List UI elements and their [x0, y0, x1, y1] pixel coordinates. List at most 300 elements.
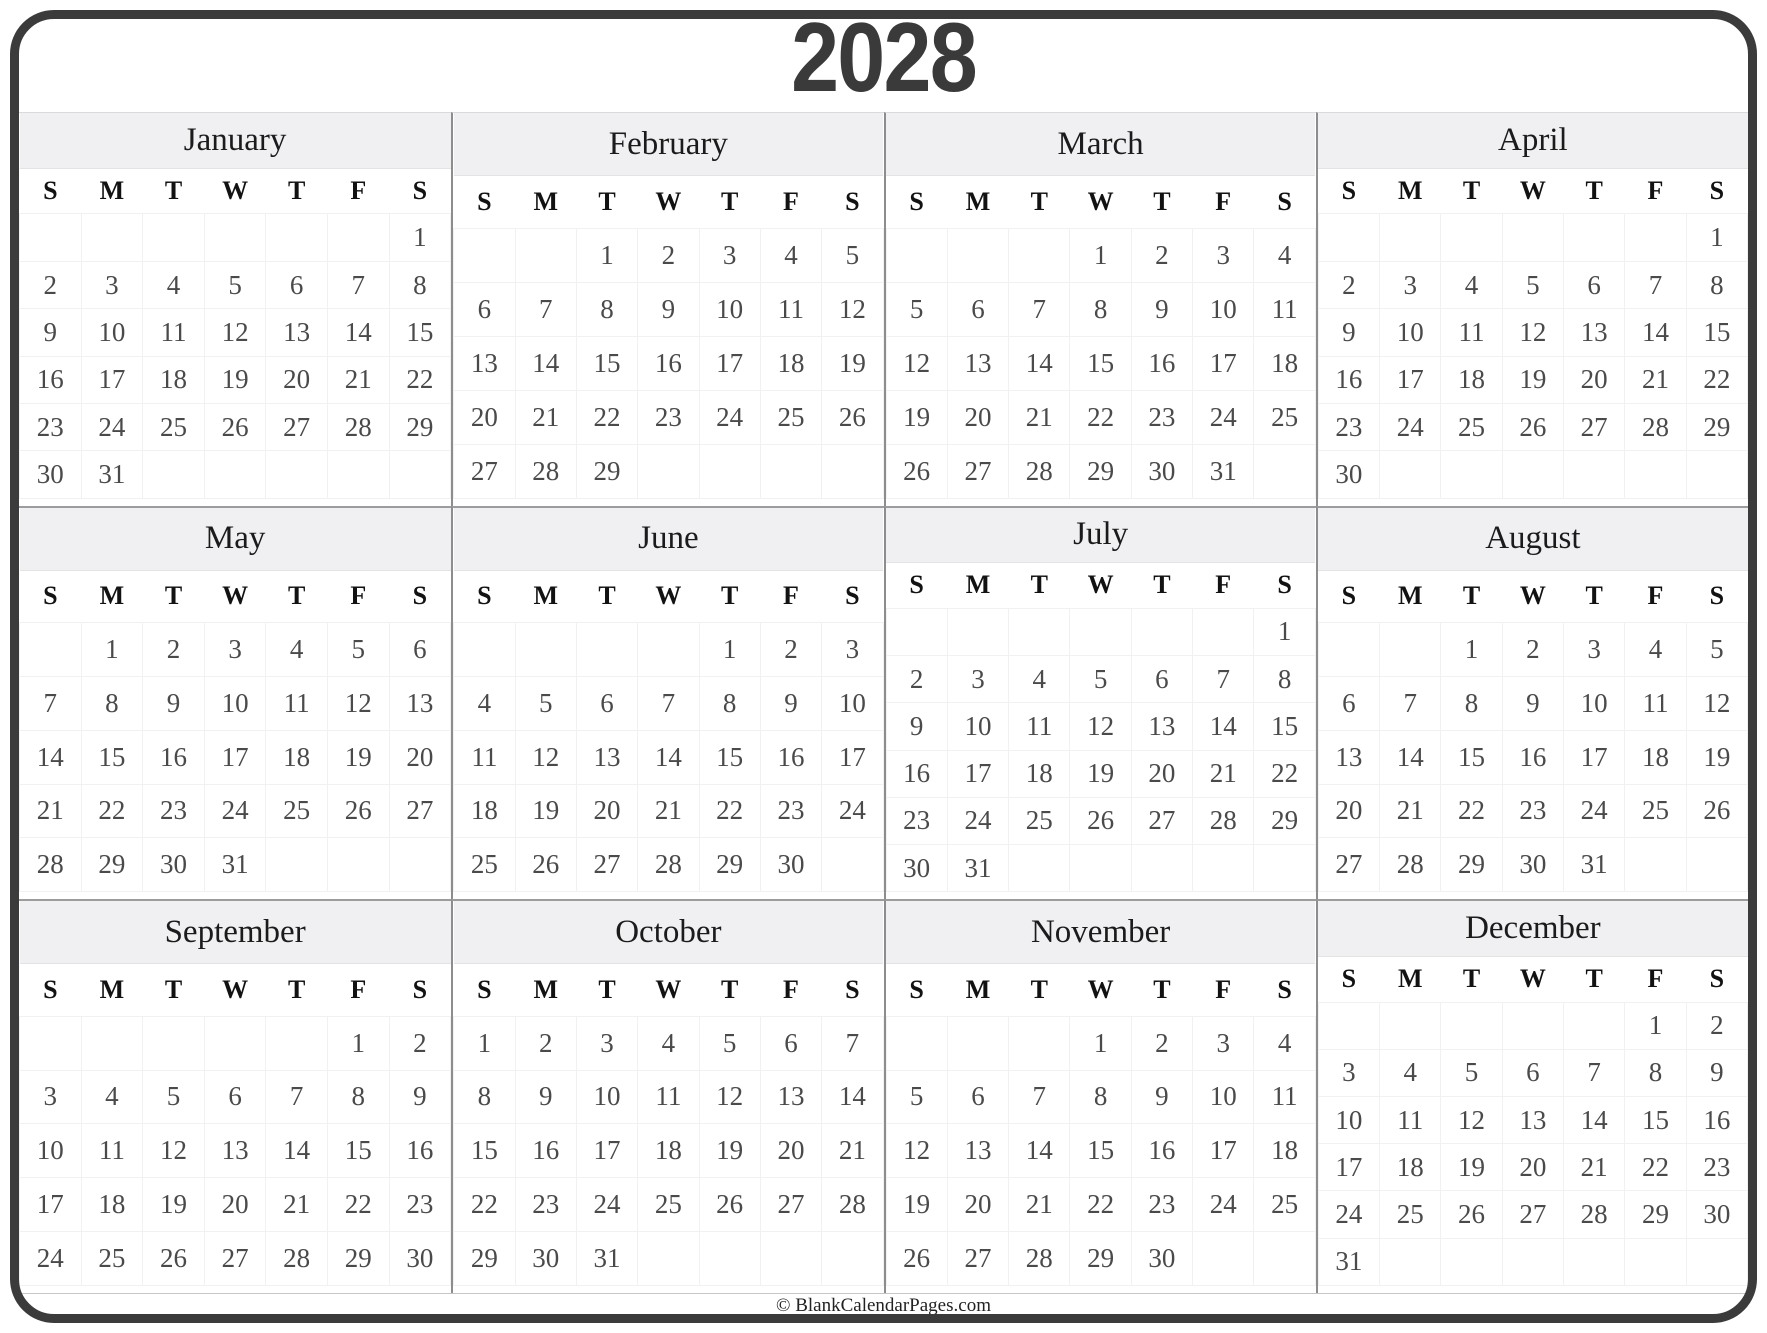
day-cell [1625, 214, 1686, 261]
day-cell: 26 [1686, 784, 1747, 838]
day-cell: 8 [327, 1070, 389, 1124]
day-cell [1380, 1002, 1441, 1049]
day-cell [1318, 214, 1379, 261]
day-cell [327, 838, 389, 892]
day-header: S [1341, 964, 1357, 994]
month-table [886, 901, 1316, 1286]
day-cell [1193, 845, 1254, 892]
day-cell [143, 214, 205, 261]
day-cell: 21 [822, 1124, 883, 1178]
day-cell: 24 [822, 784, 883, 838]
day-cell: 26 [327, 784, 389, 838]
month-november [884, 899, 1316, 1293]
day-cell: 23 [515, 1178, 576, 1232]
day-cell [1502, 1002, 1563, 1049]
day-cell: 14 [1009, 336, 1070, 390]
day-cell: 18 [760, 336, 821, 390]
day-cell: 4 [1254, 228, 1315, 282]
month-april [1316, 112, 1748, 506]
day-cell: 9 [1131, 1070, 1192, 1124]
day-cell: 30 [20, 451, 82, 498]
day-cell [1070, 608, 1131, 655]
day-cell: 21 [20, 784, 82, 838]
day-cell [389, 838, 451, 892]
day-cell: 10 [699, 282, 760, 336]
day-cell: 28 [327, 403, 389, 450]
day-cell: 29 [1441, 838, 1502, 892]
month-table [19, 113, 451, 499]
day-cell: 10 [204, 676, 266, 730]
day-cell: 1 [389, 214, 451, 261]
day-cell: 1 [1686, 214, 1747, 261]
day-cell: 21 [1625, 356, 1686, 403]
day-cell: 4 [1380, 1049, 1441, 1096]
day-cell: 10 [576, 1070, 637, 1124]
day-header: F [783, 581, 799, 611]
day-cell: 30 [1131, 1232, 1192, 1286]
day-cell: 16 [389, 1124, 451, 1178]
day-cell: 19 [204, 356, 266, 403]
day-cell: 27 [947, 1232, 1008, 1286]
day-cell: 15 [1441, 730, 1502, 784]
day-cell: 28 [1625, 403, 1686, 450]
month-january [19, 112, 451, 506]
day-cell [515, 622, 576, 676]
day-cell: 3 [699, 228, 760, 282]
day-cell [389, 451, 451, 498]
day-cell: 22 [1070, 1178, 1131, 1232]
day-cell: 25 [638, 1178, 699, 1232]
day-cell: 3 [576, 1016, 637, 1070]
day-cell: 19 [327, 730, 389, 784]
day-cell: 26 [143, 1232, 205, 1286]
day-cell: 4 [638, 1016, 699, 1070]
day-cell: 23 [143, 784, 205, 838]
month-table [1318, 113, 1748, 499]
day-cell: 22 [699, 784, 760, 838]
day-cell: 7 [515, 282, 576, 336]
day-cell: 13 [760, 1070, 821, 1124]
day-cell: 9 [760, 676, 821, 730]
day-cell: 28 [1193, 797, 1254, 844]
day-cell: 18 [1254, 1124, 1315, 1178]
day-cell: 18 [1254, 336, 1315, 390]
day-cell: 24 [1193, 1178, 1254, 1232]
day-cell [638, 1232, 699, 1286]
day-cell: 1 [1070, 228, 1131, 282]
month-may [19, 506, 451, 900]
day-cell [1009, 608, 1070, 655]
day-cell: 8 [1254, 656, 1315, 703]
day-cell [1502, 451, 1563, 498]
day-cell: 29 [576, 444, 637, 498]
day-cell: 3 [947, 656, 1008, 703]
month-july [884, 506, 1316, 900]
day-cell: 7 [638, 676, 699, 730]
day-cell: 22 [327, 1178, 389, 1232]
day-cell: 20 [1131, 750, 1192, 797]
day-cell: 24 [699, 390, 760, 444]
day-cell: 25 [143, 403, 205, 450]
day-cell [1625, 838, 1686, 892]
day-header: S [477, 581, 492, 611]
day-cell: 5 [1441, 1049, 1502, 1096]
day-cell [1441, 1238, 1502, 1285]
day-cell: 7 [1193, 656, 1254, 703]
day-cell: 10 [947, 703, 1008, 750]
day-cell: 8 [1441, 676, 1502, 730]
day-cell: 23 [1131, 1178, 1192, 1232]
day-cell: 29 [1254, 797, 1315, 844]
day-cell [20, 214, 82, 261]
day-cell: 7 [1380, 676, 1441, 730]
day-cell: 7 [266, 1070, 328, 1124]
day-cell: 16 [1131, 336, 1192, 390]
day-cell [1380, 622, 1441, 676]
day-cell: 17 [20, 1178, 82, 1232]
day-cell: 25 [81, 1232, 143, 1286]
day-cell: 19 [1502, 356, 1563, 403]
day-cell: 23 [1686, 1144, 1747, 1191]
day-cell: 29 [1070, 444, 1131, 498]
day-cell: 11 [760, 282, 821, 336]
day-cell: 17 [204, 730, 266, 784]
day-cell: 13 [266, 309, 328, 356]
day-cell: 21 [1009, 1178, 1070, 1232]
day-cell: 3 [1318, 1049, 1379, 1096]
day-cell: 9 [515, 1070, 576, 1124]
month-title: November [886, 901, 1315, 964]
day-header: M [1397, 964, 1423, 994]
day-header: F [350, 581, 367, 611]
day-header: S [1277, 570, 1292, 600]
day-cell: 27 [389, 784, 451, 838]
month-table [886, 113, 1316, 499]
day-cell [266, 214, 328, 261]
day-cell: 10 [20, 1124, 82, 1178]
day-cell: 25 [1441, 403, 1502, 450]
day-cell: 7 [1009, 282, 1070, 336]
day-cell: 22 [1686, 356, 1747, 403]
day-cell: 28 [822, 1178, 883, 1232]
day-header: W [1087, 975, 1114, 1005]
day-cell: 6 [1502, 1049, 1563, 1096]
day-cell [143, 451, 205, 498]
day-cell: 31 [1193, 444, 1254, 498]
day-cell: 14 [327, 309, 389, 356]
day-cell: 8 [1686, 261, 1747, 308]
day-header: M [965, 975, 991, 1005]
day-cell: 31 [204, 838, 266, 892]
day-cell [1502, 1238, 1563, 1285]
day-cell: 25 [266, 784, 328, 838]
day-cell: 9 [1502, 676, 1563, 730]
day-header: S [412, 581, 428, 611]
day-cell [1441, 214, 1502, 261]
day-cell [204, 1016, 266, 1070]
day-cell: 9 [1686, 1049, 1747, 1096]
day-cell: 6 [947, 1070, 1008, 1124]
day-cell: 5 [1502, 261, 1563, 308]
day-cell [822, 1232, 883, 1286]
day-cell [204, 214, 266, 261]
day-header: F [1215, 570, 1232, 600]
month-table [1318, 901, 1748, 1286]
day-cell: 31 [947, 845, 1008, 892]
day-cell: 14 [20, 730, 82, 784]
day-header: T [288, 581, 306, 611]
day-cell: 4 [1009, 656, 1070, 703]
month-table [886, 508, 1316, 893]
day-cell: 22 [1441, 784, 1502, 838]
day-header: T [1153, 570, 1171, 600]
day-cell: 27 [1564, 403, 1625, 450]
day-cell [1686, 1238, 1747, 1285]
day-cell: 27 [1318, 838, 1379, 892]
day-cell: 29 [389, 403, 451, 450]
day-header: M [1397, 175, 1423, 205]
day-cell: 17 [822, 730, 883, 784]
day-cell [1564, 451, 1625, 498]
day-cell: 11 [454, 730, 515, 784]
month-title: March [886, 113, 1315, 176]
day-cell [266, 1016, 328, 1070]
day-header: S [1341, 581, 1357, 611]
day-cell: 4 [760, 228, 821, 282]
day-header: M [533, 581, 558, 611]
day-cell: 21 [515, 390, 576, 444]
day-cell: 7 [20, 676, 82, 730]
day-cell: 29 [1070, 1232, 1131, 1286]
day-cell: 12 [886, 336, 947, 390]
day-cell: 2 [20, 261, 82, 308]
day-cell: 9 [20, 309, 82, 356]
day-cell [1686, 451, 1747, 498]
day-cell [1009, 1016, 1070, 1070]
day-cell: 26 [886, 1232, 947, 1286]
day-cell: 12 [1502, 309, 1563, 356]
day-cell [699, 444, 760, 498]
day-cell: 3 [1564, 622, 1625, 676]
day-cell: 24 [947, 797, 1008, 844]
day-cell: 2 [143, 622, 205, 676]
day-cell: 10 [1193, 282, 1254, 336]
day-cell [1380, 451, 1441, 498]
day-header: S [1341, 175, 1357, 205]
day-header: T [720, 186, 739, 216]
day-cell: 14 [266, 1124, 328, 1178]
day-cell: 6 [947, 282, 1008, 336]
day-header: W [1087, 186, 1114, 216]
day-cell: 4 [81, 1070, 143, 1124]
day-cell: 27 [1131, 797, 1192, 844]
day-cell: 13 [947, 1124, 1008, 1178]
day-cell: 17 [1380, 356, 1441, 403]
day-cell: 13 [1131, 703, 1192, 750]
day-cell: 30 [143, 838, 205, 892]
day-cell: 1 [1254, 608, 1315, 655]
day-cell: 5 [886, 1070, 947, 1124]
day-header: T [288, 975, 306, 1005]
day-cell: 4 [143, 261, 205, 308]
day-cell: 30 [1686, 1191, 1747, 1238]
day-cell: 25 [1254, 390, 1315, 444]
day-header: T [1585, 964, 1603, 994]
month-title: October [454, 901, 883, 964]
day-cell: 26 [1070, 797, 1131, 844]
day-cell: 19 [515, 784, 576, 838]
day-cell: 3 [1193, 228, 1254, 282]
day-cell: 15 [389, 309, 451, 356]
day-cell [1564, 214, 1625, 261]
day-cell: 30 [389, 1232, 451, 1286]
day-cell: 13 [1564, 309, 1625, 356]
day-cell: 18 [1009, 750, 1070, 797]
month-table [453, 113, 883, 499]
day-cell: 14 [822, 1070, 883, 1124]
day-header: T [1585, 581, 1603, 611]
month-title: February [454, 113, 883, 176]
day-cell [1502, 214, 1563, 261]
day-cell: 21 [266, 1178, 328, 1232]
day-cell: 29 [454, 1232, 515, 1286]
day-header: S [909, 570, 924, 600]
day-cell: 18 [1380, 1144, 1441, 1191]
day-cell: 15 [576, 336, 637, 390]
day-cell: 22 [576, 390, 637, 444]
day-header: M [99, 975, 125, 1005]
day-cell: 22 [454, 1178, 515, 1232]
day-cell: 4 [454, 676, 515, 730]
day-cell: 2 [1502, 622, 1563, 676]
day-cell [81, 214, 143, 261]
day-cell: 28 [638, 838, 699, 892]
day-header: M [533, 186, 558, 216]
day-cell: 17 [1193, 1124, 1254, 1178]
day-cell: 13 [1318, 730, 1379, 784]
day-cell: 25 [1625, 784, 1686, 838]
day-cell: 5 [699, 1016, 760, 1070]
month-title: September [20, 901, 451, 964]
day-cell: 8 [389, 261, 451, 308]
day-cell: 29 [1686, 403, 1747, 450]
day-cell: 24 [1380, 403, 1441, 450]
day-header: T [1585, 175, 1603, 205]
month-october [451, 899, 883, 1293]
day-cell: 5 [143, 1070, 205, 1124]
day-cell: 24 [1318, 1191, 1379, 1238]
day-header: S [412, 175, 428, 205]
day-cell: 21 [1009, 390, 1070, 444]
day-cell: 2 [515, 1016, 576, 1070]
day-cell: 17 [947, 750, 1008, 797]
day-cell [327, 451, 389, 498]
day-cell: 30 [515, 1232, 576, 1286]
day-cell: 17 [1193, 336, 1254, 390]
day-cell: 20 [204, 1178, 266, 1232]
day-cell: 19 [699, 1124, 760, 1178]
day-cell: 12 [327, 676, 389, 730]
day-cell [1131, 845, 1192, 892]
day-header: W [655, 581, 682, 611]
month-title: August [1318, 508, 1747, 571]
day-cell: 18 [638, 1124, 699, 1178]
day-cell: 28 [1564, 1191, 1625, 1238]
day-cell: 11 [1254, 282, 1315, 336]
day-cell: 13 [1502, 1097, 1563, 1144]
day-cell: 12 [699, 1070, 760, 1124]
day-cell: 30 [886, 845, 947, 892]
day-cell: 6 [1318, 676, 1379, 730]
day-cell: 27 [760, 1178, 821, 1232]
day-cell: 21 [327, 356, 389, 403]
day-cell [638, 444, 699, 498]
day-cell: 8 [1070, 282, 1131, 336]
day-cell [886, 608, 947, 655]
day-cell [1254, 444, 1315, 498]
day-header: W [655, 186, 682, 216]
day-cell: 19 [886, 390, 947, 444]
day-cell: 12 [204, 309, 266, 356]
day-cell: 4 [1625, 622, 1686, 676]
day-cell: 12 [1070, 703, 1131, 750]
day-cell [1380, 214, 1441, 261]
day-cell: 5 [515, 676, 576, 730]
day-cell: 2 [1686, 1002, 1747, 1049]
day-cell [515, 228, 576, 282]
day-cell: 1 [576, 228, 637, 282]
day-cell: 21 [1193, 750, 1254, 797]
day-cell: 31 [81, 451, 143, 498]
month-september [19, 899, 451, 1293]
day-cell: 26 [1502, 403, 1563, 450]
day-cell: 2 [389, 1016, 451, 1070]
day-cell: 28 [515, 444, 576, 498]
day-cell: 18 [143, 356, 205, 403]
day-cell [576, 622, 637, 676]
day-header: T [598, 975, 616, 1005]
day-header: F [350, 975, 367, 1005]
day-cell: 10 [1380, 309, 1441, 356]
day-header: S [909, 975, 924, 1005]
day-header: S [1709, 175, 1725, 205]
day-cell [204, 451, 266, 498]
day-cell [454, 622, 515, 676]
day-cell: 26 [886, 444, 947, 498]
day-cell: 17 [699, 336, 760, 390]
day-cell: 3 [1380, 261, 1441, 308]
day-header: F [783, 975, 799, 1005]
day-cell: 15 [1070, 1124, 1131, 1178]
day-header: S [477, 186, 492, 216]
day-cell: 16 [515, 1124, 576, 1178]
day-cell: 5 [1686, 622, 1747, 676]
day-cell: 25 [1254, 1178, 1315, 1232]
day-cell: 14 [1193, 703, 1254, 750]
footer-credit: © BlankCalendarPages.com [776, 1295, 991, 1316]
day-cell: 6 [1131, 656, 1192, 703]
day-cell: 11 [1441, 309, 1502, 356]
day-header: F [783, 186, 799, 216]
day-cell: 14 [1625, 309, 1686, 356]
day-header: W [1087, 570, 1114, 600]
day-cell: 2 [760, 622, 821, 676]
day-cell: 27 [204, 1232, 266, 1286]
month-december [1316, 899, 1748, 1293]
day-cell: 9 [886, 703, 947, 750]
day-cell: 20 [947, 1178, 1008, 1232]
day-header: S [845, 186, 860, 216]
